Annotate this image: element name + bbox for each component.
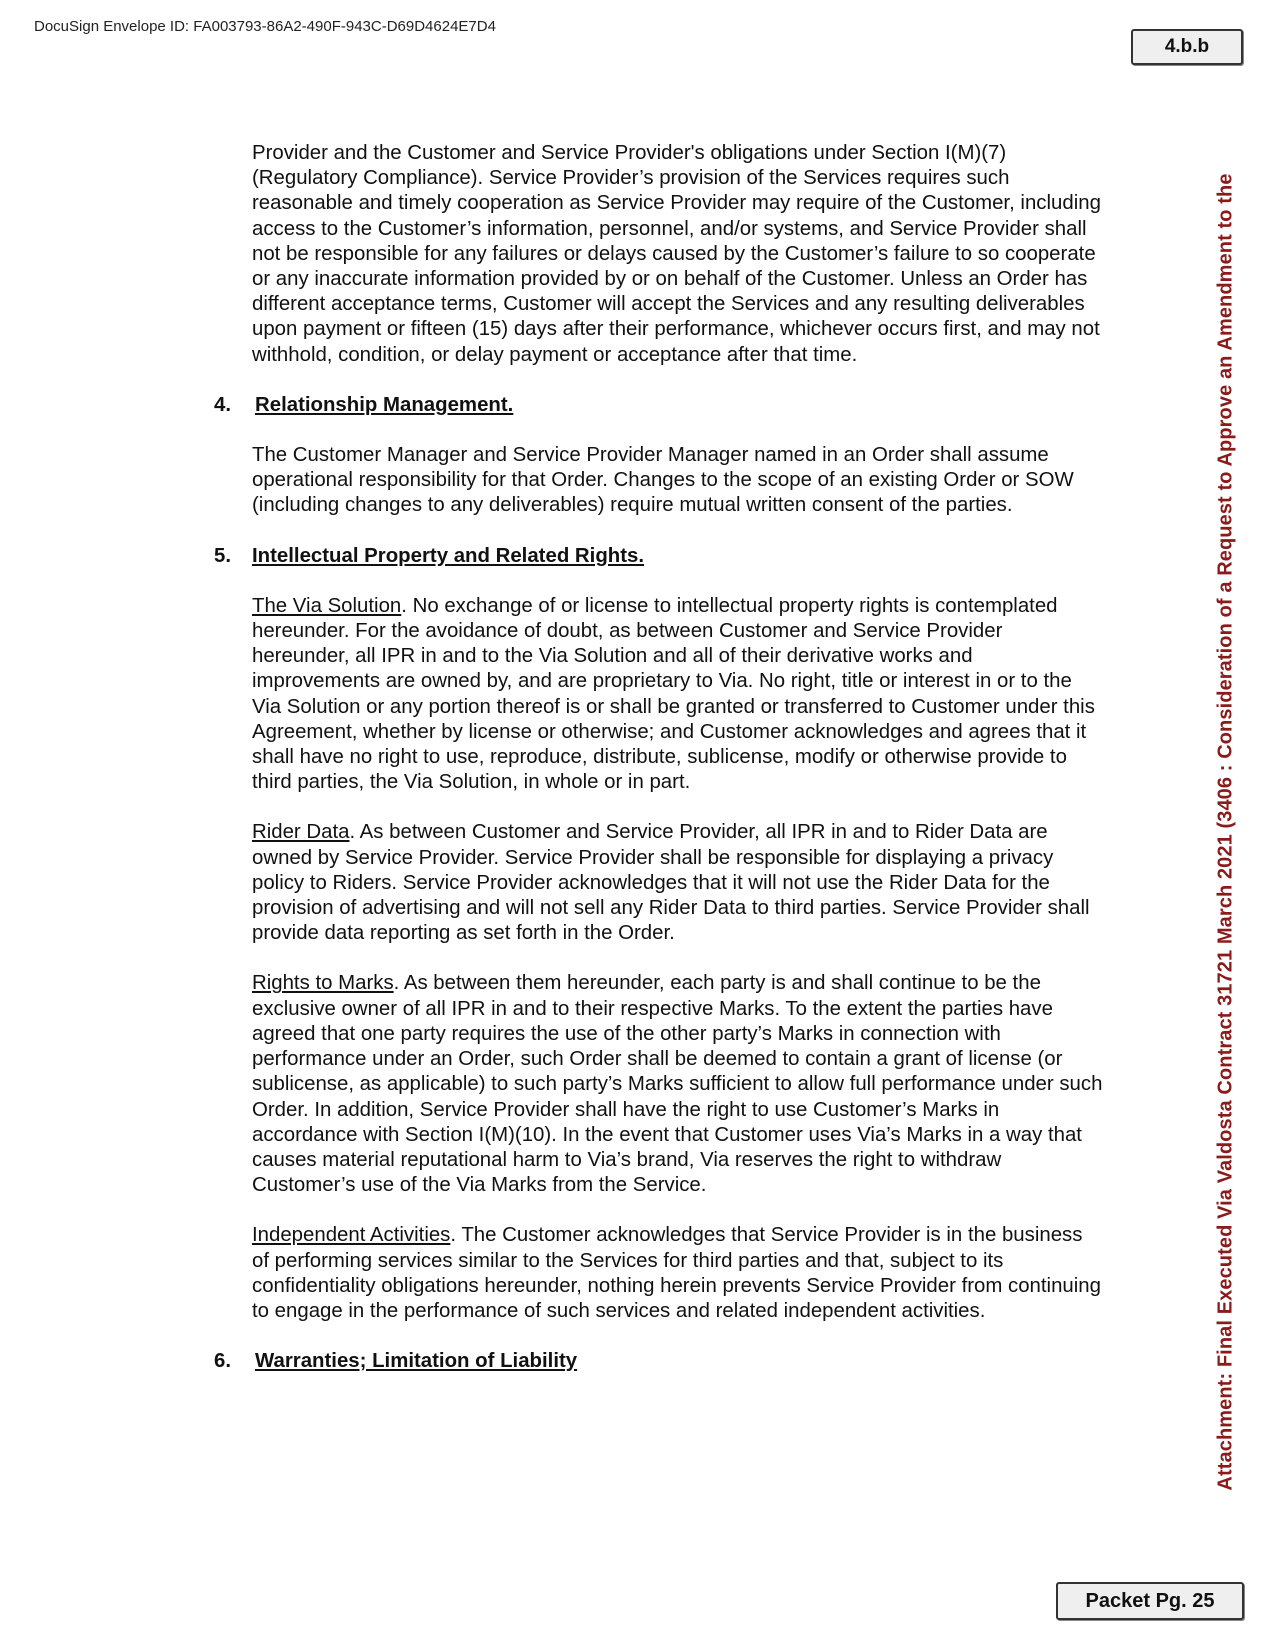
independent-activities-label: Independent Activities [252,1224,451,1247]
section-6-heading [214,1349,1114,1374]
rider-data-paragraph [252,820,1104,946]
independent-activities-text: . The Customer acknowledges that Service Provider is in the business of performing services similar to the Services for third parties and that, subject to its confidentiality obligations hereunder, nothing herein prevents Service Provider from continuing to engage in the performance of such services and related independent activities. [252,1224,1101,1322]
attachment-sidebar-text: Attachment: Final Executed Via Valdosta Contract 31721 March 2021 (3406 : Consideration of a Request to Approve an Amendment to the [1214,173,1237,1491]
section-number: 4. [214,393,232,416]
section-5-heading [214,544,1114,569]
section-title: Relationship Management. [255,393,514,416]
via-solution-label: The Via Solution [252,594,402,617]
packet-page-badge: Packet Pg. 25 [1056,1582,1244,1620]
independent-activities-paragraph [252,1223,1104,1324]
agenda-tag-badge: 4.b.b [1131,29,1243,65]
rights-to-marks-text: . As between them hereunder, each party is and shall continue to be the exclusive owner of all IPR in and to their respective Marks. To the extent the parties have agreed that one party requires the use of the other party’s Marks in connection with performance under an Order, such Order shall be deemed to contain a grant of license (or sublicense, as applicable) to such party’s Marks sufficient to allow full performance under such Order. In addition, Service Provider shall have the right to use Customer’s Marks in accordance with Section I(M)(10). In the event that Customer uses Via’s Marks in a way that causes material reputational harm to Via’s brand, Via reserves the right to withdraw Customer’s use of the Via Marks from the Service. [252,972,1103,1197]
intro-paragraph: Provider and the Customer and Service Provider's obligations under Section I(M)(7) (Regulatory Compliance). Service Provider’s provision of the Services requires such reasonable and timely cooperation as Service Provider may require of the Customer, including access to the Customer’s information, personnel, and/or systems, and Service Provider shall not be responsible for any failures or delays caused by the Customer’s failure to so cooperate or any inaccurate information provided by or on behalf of the Customer. Unless an Order has different acceptance terms, Customer will accept the Services and any resulting deliverables upon payment or fifteen (15) days after their performance, whichever occurs first, and may not withhold, condition, or delay payment or acceptance after that time. [252,142,1101,366]
section-title: Intellectual Property and Related Rights. [252,544,645,567]
envelope-id: DocuSign Envelope ID: FA003793-86A2-490F-943C-D69D4624E7D4 [34,18,496,35]
via-solution-text: . No exchange of or license to intellectual property rights is contemplated hereunder. For the avoidance of doubt, as between Customer and Service Provider hereunder, all IPR in and to the Via Solution and all of their derivative works and improvements are owned by, and are proprietary to Via. No right, title or interest in or to the Via Solution or any portion thereof is or shall be granted or transferred to Customer under this Agreement, whether by license or otherwise; and Customer acknowledges and agrees that it shall have no right to use, reproduce, distribute, sublicense, modify or otherwise provide to third parties, the Via Solution, in whole or in part. [252,594,1095,794]
section-number: 6. [214,1350,232,1373]
rights-to-marks-label: Rights to Marks [252,972,394,995]
section-4-heading [214,393,1114,418]
rider-data-label: Rider Data [252,821,350,844]
via-solution-paragraph [252,594,1104,796]
rider-data-text: . As between Customer and Service Provider, all IPR in and to Rider Data are owned by Service Provider. Service Provider shall be responsible for displaying a privacy policy to Riders. Service Provider acknowledges that it will not use the Rider Data for the provision of advertising and will not sell any Rider Data to third parties. Service Provider shall provide data reporting as set forth in the Order. [252,821,1090,945]
rights-to-marks-paragraph [252,971,1104,1198]
section-title: Warranties; Limitation of Liability [255,1350,578,1373]
relationship-management-paragraph: The Customer Manager and Service Provider Manager named in an Order shall assume operational responsibility for that Order. Changes to the scope of an existing Order or SOW (including changes to any deliverables) require mutual written consent of the parties. [252,444,1074,517]
section-number: 5. [214,544,232,567]
document-body [214,141,1114,1399]
